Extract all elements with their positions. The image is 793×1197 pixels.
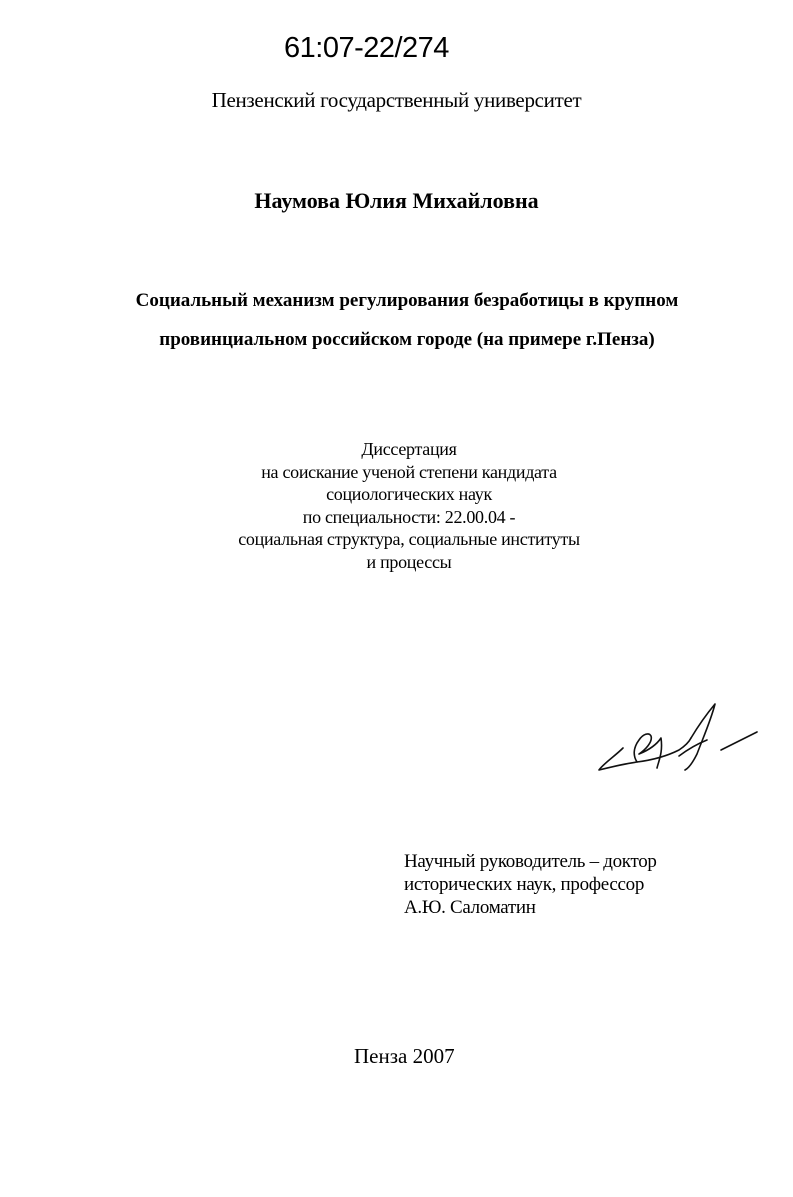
supervisor-info: [404, 850, 657, 919]
dissertation-line: социальная структура, социальные институты: [238, 529, 580, 550]
author-name: Наумова Юлия Михайловна: [254, 188, 539, 213]
dissertation-title-line-2: провинциальном российском городе (на примере г.Пенза): [159, 329, 655, 350]
handwritten-signature: [593, 698, 763, 778]
archive-code: 61:07-22/274: [284, 32, 449, 64]
university-name: Пензенский государственный университет: [211, 88, 582, 112]
dissertation-line: социологических наук: [326, 484, 492, 505]
supervisor-line: Научный руководитель – доктор: [404, 851, 657, 872]
dissertation-line: на соискание ученой степени кандидата: [261, 461, 557, 482]
supervisor-line: исторических наук, профессор: [404, 874, 645, 895]
place-and-year: Пенза 2007: [354, 1044, 455, 1068]
dissertation-line: Диссертация: [361, 439, 457, 459]
dissertation-line: и процессы: [366, 551, 452, 572]
dissertation-line: по специальности: 22.00.04 -: [302, 506, 516, 527]
dissertation-description: [0, 438, 793, 574]
dissertation-title-line-1: Социальный механизм регулирования безработицы в крупном: [135, 290, 679, 311]
supervisor-line: А.Ю. Саломатин: [404, 897, 536, 918]
